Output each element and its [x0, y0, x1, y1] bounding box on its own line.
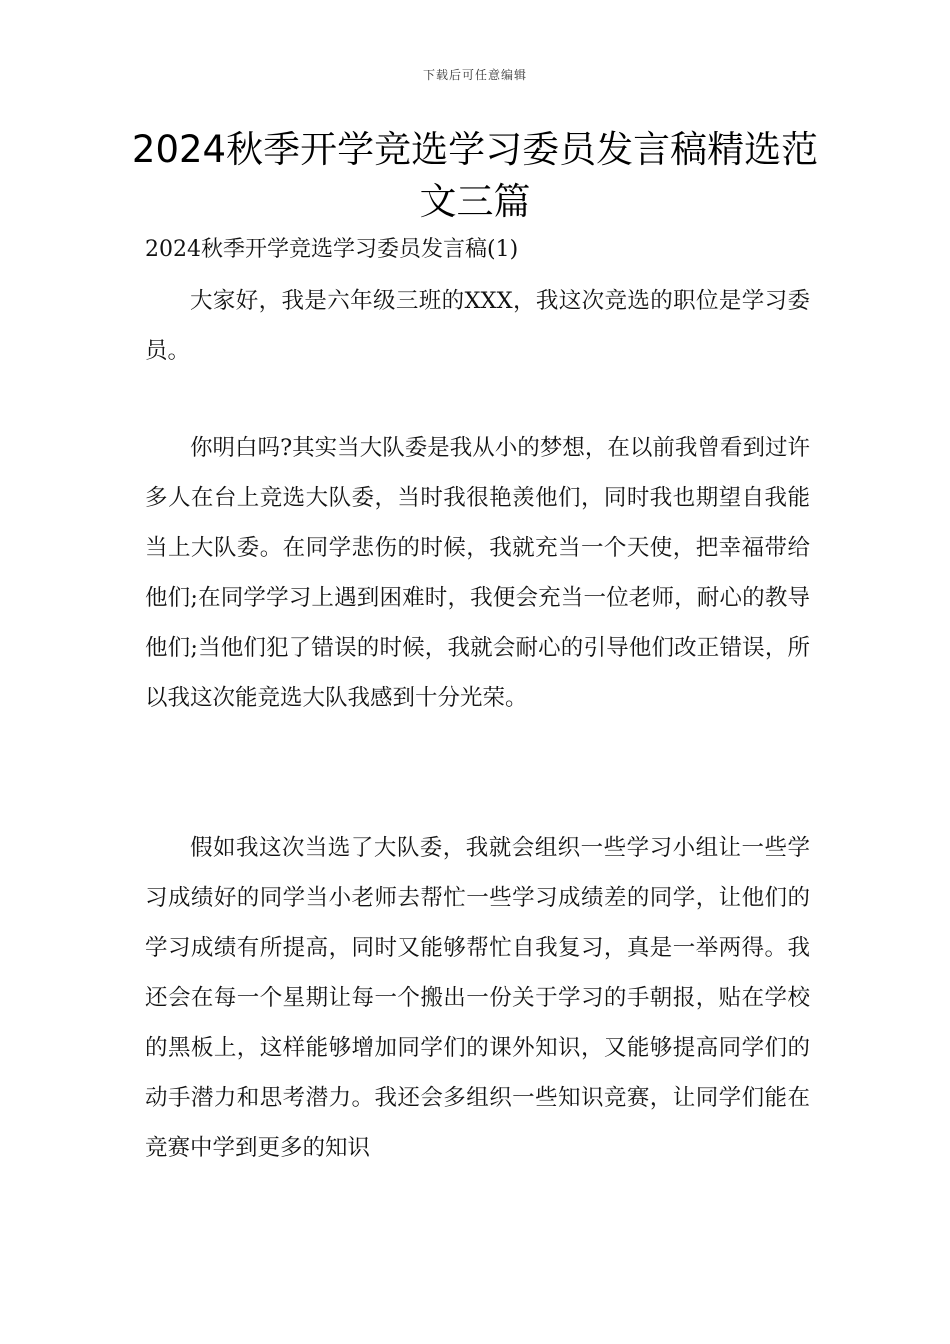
paragraph-2: 你明白吗?其实当大队委是我从小的梦想，在以前我曾看到过许多人在台上竞选大队委，当时我很艳羡他们，同时我也期望自我能当上大队委。在同学悲伤的时候，我就充当一个天使，把幸福带给他们;在同学学习上遇到困难时，我便会充当一位老师，耐心的教导他们;当他们犯了错误的时候，我就会耐心的引导他们改正错误，所以我这次能竞选大队我感到十分光荣。	[145, 435, 810, 711]
section-subtitle: 2024秋季开学竞选学习委员发言稿(1)	[145, 237, 519, 262]
paragraph-1: 大家好，我是六年级三班的XXX，我这次竞选的职位是学习委员。	[145, 288, 810, 364]
paragraph-3: 假如我这次当选了大队委，我就会组织一些学习小组让一些学习成绩好的同学当小老师去帮忙一些学习成绩差的同学，让他们的学习成绩有所提高，同时又能够帮忙自我复习，真是一举两得。我还会在每一个星期让每一个搬出一份关于学习的手朝报，贴在学校的黑板上，这样能够增加同学们的课外知识，又能够提高同学们的动手潜力和思考潜力。我还会多组织一些知识竞赛，让同学们能在竞赛中学到更多的知识	[145, 835, 810, 1161]
header-note: 下载后可任意编辑	[422, 68, 527, 82]
page-title: 2024秋季开学竞选学习委员发言稿精选范文三篇	[131, 128, 819, 223]
